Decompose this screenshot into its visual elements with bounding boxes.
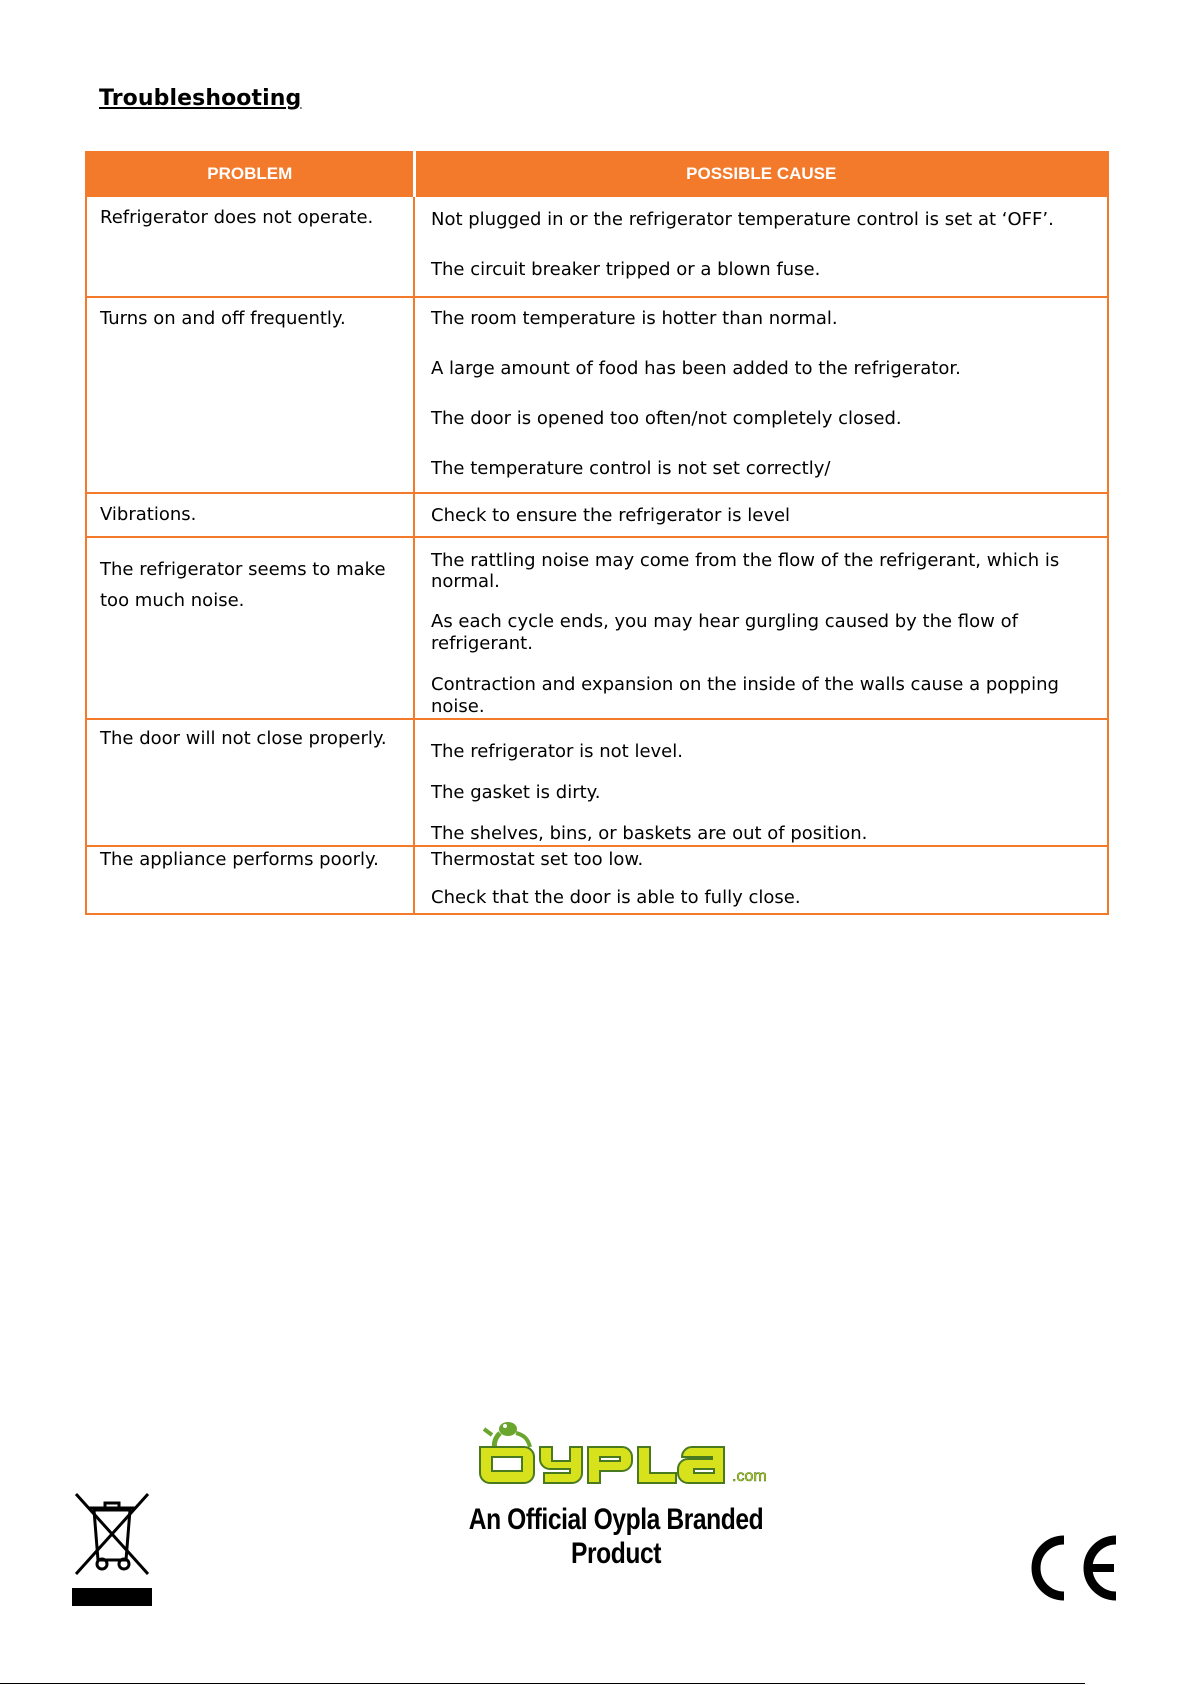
cause-line: The room temperature is hotter than normal. xyxy=(431,308,838,329)
cause-line: Check to ensure the refrigerator is level xyxy=(431,505,791,526)
cause-column-header: POSSIBLE CAUSE xyxy=(414,152,1108,196)
cause-line: The door is opened too often/not completely closed. xyxy=(431,408,902,429)
logo-domain: .com xyxy=(732,1468,767,1485)
brand-tagline: An Official Oypla Branded Product xyxy=(468,1503,764,1570)
cause-line: Not plugged in or the refrigerator temperature control is set at ‘OFF’. xyxy=(431,209,1054,230)
cause-cell xyxy=(414,719,1108,846)
oypla-logo xyxy=(470,1413,780,1489)
table-row xyxy=(86,846,1108,914)
table-row xyxy=(86,537,1108,719)
cause-line: As each cycle ends, you may hear gurgling caused by the flow of refrigerant. xyxy=(431,611,1018,654)
cause-line: The temperature control is not set correctly/ xyxy=(431,458,831,479)
problem-cell: Vibrations. xyxy=(86,493,414,537)
table-row xyxy=(86,719,1108,846)
cause-cell xyxy=(414,493,1108,537)
page-bottom-rule xyxy=(0,1683,1085,1684)
table-row xyxy=(86,493,1108,537)
cause-line: A large amount of food has been added to the refrigerator. xyxy=(431,358,961,379)
problem-column-header: PROBLEM xyxy=(86,152,414,196)
cause-cell xyxy=(414,537,1108,719)
problem-cell: Refrigerator does not operate. xyxy=(86,196,414,297)
cause-cell xyxy=(414,297,1108,493)
problem-cell: The refrigerator seems to make too much noise. xyxy=(86,537,414,719)
cause-cell xyxy=(414,846,1108,914)
cause-line: Check that the door is able to fully close. xyxy=(431,887,801,908)
table-row xyxy=(86,196,1108,297)
problem-cell: The appliance performs poorly. xyxy=(86,846,414,914)
problem-cell: The door will not close properly. xyxy=(86,719,414,846)
cause-line: The circuit breaker tripped or a blown fuse. xyxy=(431,259,821,280)
cause-line: The refrigerator is not level. xyxy=(431,741,683,762)
table-row xyxy=(86,297,1108,493)
ce-mark-icon xyxy=(1022,1532,1122,1604)
cause-line: Contraction and expansion on the inside of the walls cause a popping noise. xyxy=(431,674,1059,717)
problem-cell: Turns on and off frequently. xyxy=(86,297,414,493)
cause-line: The gasket is dirty. xyxy=(431,782,601,803)
cause-cell xyxy=(414,196,1108,297)
troubleshooting-table xyxy=(85,151,1109,915)
cause-line: Thermostat set too low. xyxy=(431,849,644,870)
logo-lettering xyxy=(480,1447,724,1483)
cause-line: The rattling noise may come from the flow of the refrigerant, which is normal. xyxy=(431,550,1060,592)
crossed-out-wheelie-bin-icon xyxy=(72,1492,152,1606)
page-title: Troubleshooting xyxy=(99,86,302,111)
cause-line: The shelves, bins, or baskets are out of position. xyxy=(431,823,868,844)
table-header-row xyxy=(86,152,1108,196)
